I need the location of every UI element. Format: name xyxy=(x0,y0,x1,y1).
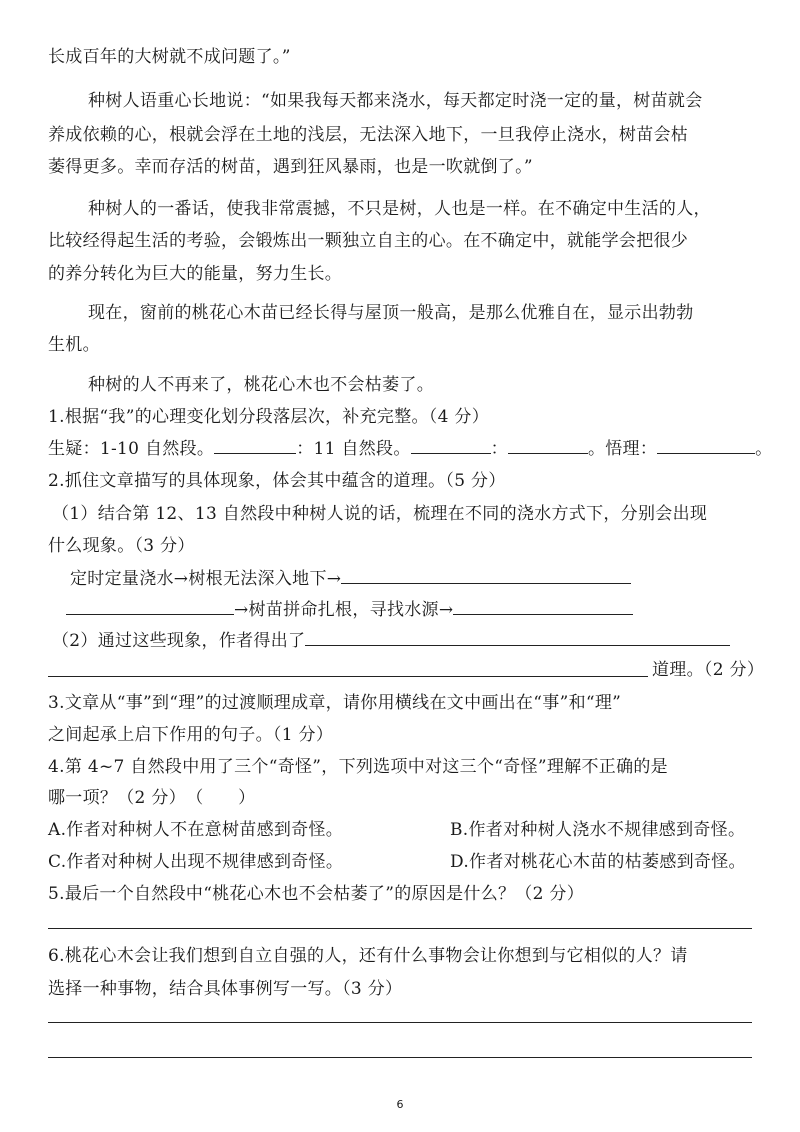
question-2-sub2 xyxy=(52,630,730,652)
option-d[interactable]: D.作者对桃花心木苗的枯萎感到奇怪。 xyxy=(450,852,746,872)
passage-line: 长成百年的大树就不成问题了。” xyxy=(48,47,291,67)
answer-line-11[interactable] xyxy=(48,1022,752,1023)
q1-part-b: ：11 自然段。 xyxy=(296,439,411,459)
answer-blank-7[interactable] xyxy=(453,599,633,615)
option-c[interactable]: C.作者对种树人出现不规律感到奇怪。 xyxy=(48,852,344,872)
question-2-chain-2 xyxy=(66,599,633,621)
page-number: 6 xyxy=(396,1098,404,1111)
answer-blank-4[interactable] xyxy=(657,438,755,454)
question-2-chain-1 xyxy=(70,568,631,590)
chain-1-text: 定时定量浇水→树根无法深入地下→ xyxy=(70,569,342,589)
question-3-line-1: 3.文章从“事”到“理”的过渡顺理成章，请你用横线在文中画出在“事”和“理” xyxy=(48,693,622,713)
question-3-line-2: 之间起承上启下作用的句子。（1 分） xyxy=(48,725,334,745)
answer-blank-1[interactable] xyxy=(214,438,296,454)
question-4-line-1: 4.第 4~7 自然段中用了三个“奇怪”，下列选项中对这三个“奇怪”理解不正确的是 xyxy=(48,757,668,777)
question-2-sub2-end: 道理。（2 分） xyxy=(652,660,765,680)
passage-line: 生机。 xyxy=(48,335,100,355)
passage-line: 种树人语重心长地说：“如果我每天都来浇水，每天都定时浇一定的量，树苗就会 xyxy=(88,91,703,111)
q1-part-a: 生疑：1-10 自然段。 xyxy=(48,439,215,459)
question-5-title: 5.最后一个自然段中“桃花心木也不会枯萎了”的原因是什么？（2 分） xyxy=(48,884,585,904)
answer-line-12[interactable] xyxy=(48,1057,752,1058)
answer-blank-2[interactable] xyxy=(411,438,491,454)
question-2-title: 2.抓住文章描写的具体现象，体会其中蕴含的道理。（5 分） xyxy=(48,471,506,491)
passage-line: 现在，窗前的桃花心木苗已经长得与屋顶一般高，是那么优雅自在，显示出勃勃 xyxy=(88,303,694,323)
answer-blank-3[interactable] xyxy=(508,438,588,454)
q1-part-c: ： xyxy=(490,439,508,459)
answer-blank-5[interactable] xyxy=(341,568,631,584)
sub2-text: （2）通过这些现象，作者得出了 xyxy=(52,631,306,651)
option-b[interactable]: B.作者对种树人浇水不规律感到奇怪。 xyxy=(450,820,746,840)
answer-line-9[interactable] xyxy=(48,676,648,677)
question-1-blanks xyxy=(48,438,772,460)
chain-2-text: →树苗拼命扎根，寻找水源→ xyxy=(234,600,454,620)
question-4-line-2: 哪一项？（2 分） （ ） xyxy=(48,788,256,808)
question-2-sub1-cont: 什么现象。（3 分） xyxy=(48,536,195,556)
passage-line: 的养分转化为巨大的能量，努力生长。 xyxy=(48,264,343,284)
question-2-sub1: （1）结合第 12、13 自然段中种树人说的话，梳理在不同的浇水方式下，分别会出现 xyxy=(52,504,708,524)
q1-part-d: 。悟理： xyxy=(587,439,658,459)
q1-end: 。 xyxy=(755,439,773,459)
passage-line: 萎得更多。幸而存活的树苗，遇到狂风暴雨，也是一吹就倒了。” xyxy=(48,157,533,177)
option-a[interactable]: A.作者对种树人不在意树苗感到奇怪。 xyxy=(48,820,344,840)
passage-line: 养成依赖的心，根就会浮在土地的浅层，无法深入地下，一旦我停止浇水，树苗会枯 xyxy=(48,125,689,145)
answer-line-10[interactable] xyxy=(48,928,752,929)
answer-blank-8[interactable] xyxy=(305,630,730,646)
question-1-title: 1.根据“我”的心理变化划分段落层次，补充完整。（4 分） xyxy=(48,407,490,427)
question-6-line-1: 6.桃花心木会让我们想到自立自强的人，还有什么事物会让你想到与它相似的人？请 xyxy=(48,946,688,966)
passage-line: 种树人的一番话，使我非常震撼，不只是树，人也是一样。在不确定中生活的人， xyxy=(88,199,711,219)
passage-line: 比较经得起生活的考验，会锻炼出一颗独立自主的心。在不确定中，就能学会把很少 xyxy=(48,231,689,251)
passage-line: 种树的人不再来了，桃花心木也不会枯萎了。 xyxy=(88,375,434,395)
answer-blank-6[interactable] xyxy=(66,599,234,615)
question-6-line-2: 选择一种事物，结合具体事例写一写。（3 分） xyxy=(48,979,403,999)
